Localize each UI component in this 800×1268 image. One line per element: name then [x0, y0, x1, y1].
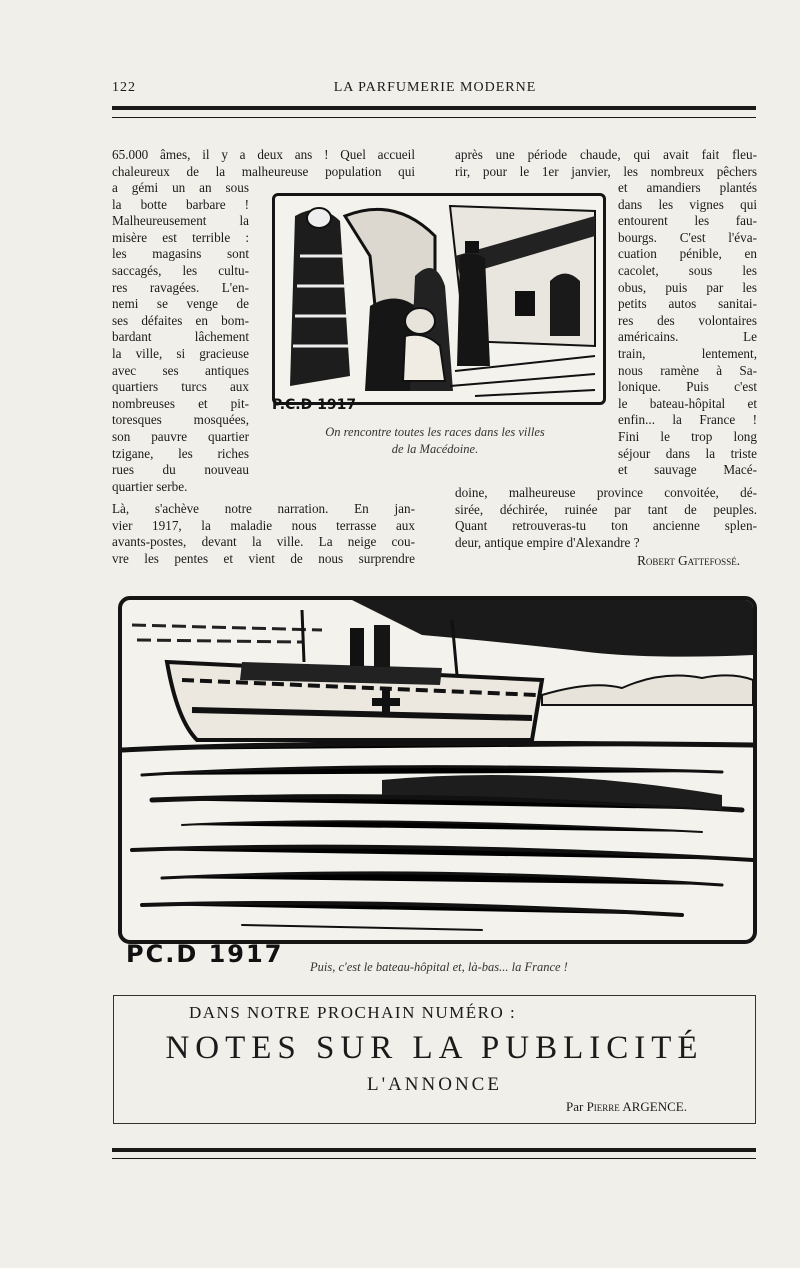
text-line: saccagés, les cultu- [112, 262, 249, 278]
figure1-signature: P.C.D 1917 [272, 397, 357, 413]
street-scene-drawing [275, 196, 603, 402]
figure2-caption: Puis, c'est le bateau-hôpital et, là-bas... la France ! [310, 960, 568, 974]
text-line: vre les pentes et vient de nous surprendre [112, 550, 415, 566]
text-line: après une période chaude, qui avait fait fleu- [455, 147, 757, 162]
left-column-narrow [112, 180, 249, 495]
text-line: enfin... la France ! [618, 412, 757, 428]
text-line: petits autos sanitai- [618, 296, 757, 312]
text-line: obus, puis par les [618, 279, 757, 295]
figure2-signature: PC.D 1917 [126, 940, 284, 968]
text-line: Malheureusement la [112, 213, 249, 229]
footer-rule-thick [112, 1148, 756, 1152]
right-column-top [455, 147, 757, 180]
text-line: rues du nouveau [112, 462, 249, 478]
text-line: et sauvage Macé- [618, 462, 757, 478]
text-line: vier 1917, la maladie nous terrasse aux [112, 517, 415, 533]
announcement-byline: Par Pierre ARGENCE. [565, 1099, 687, 1114]
hospital-ship-illustration [118, 596, 757, 944]
text-line: toresques mosquées, [112, 412, 249, 428]
text-line: rir, pour le 1er janvier, les nombreux pêchers [455, 163, 757, 179]
text-line: nombreuses et pit- [112, 395, 249, 411]
text-line: la botte barbare ! [112, 196, 249, 212]
text-line: nous ramène à Sa- [618, 362, 757, 378]
text-line: 65.000 âmes, il y a deux ans ! Quel accueil [112, 147, 415, 162]
text-line: doine, malheureuse province convoitée, dé- [455, 485, 757, 500]
text-line: a gémi un an sous [112, 180, 249, 195]
text-line: quartiers turcs aux [112, 379, 249, 395]
text-line: cuation pénible, en [618, 246, 757, 262]
text-line: res ravagées. L'en- [112, 279, 249, 295]
text-line: ses défaites en bom- [112, 312, 249, 328]
left-column-top [112, 147, 415, 180]
text-line: quartier serbe. [112, 478, 188, 494]
header-rule-thin [112, 117, 756, 118]
right-column-narrow [618, 180, 757, 479]
text-line: Là, s'achève notre narration. En jan- [112, 501, 415, 516]
announcement-headline: NOTES SUR LA PUBLICITÉ [165, 1030, 704, 1066]
text-line: chaleureux de la malheureuse population qui [112, 163, 415, 179]
footer-rule-thin [112, 1158, 756, 1159]
page-number: 122 [112, 80, 136, 95]
text-line: res des volontaires [618, 312, 757, 328]
text-line: tzigane, les riches [112, 445, 249, 461]
text-line: séjour dans la triste [618, 445, 757, 461]
text-line: deur, antique empire d'Alexandre ? [455, 534, 640, 550]
announcement-kicker: DANS NOTRE PROCHAIN NUMÉRO : [189, 1003, 517, 1022]
text-line: le bateau-hôpital et [618, 395, 757, 411]
right-column-bottom [455, 485, 757, 551]
text-line: et amandiers plantés [618, 180, 757, 195]
text-line: avec ses antiques [112, 362, 249, 378]
header-rule-thick [112, 106, 756, 110]
author-signature: Robert Gattefossé. [637, 553, 740, 568]
text-line: cacolet, sous les [618, 262, 757, 278]
announcement-subheadline: L'ANNONCE [367, 1074, 502, 1095]
text-line: lonique. Puis c'est [618, 379, 757, 395]
hospital-ship-drawing [122, 600, 753, 940]
text-line: entourent les fau- [618, 213, 757, 229]
text-line: Quant retrouveras-tu ton ancienne splen- [455, 518, 757, 534]
text-line: misère est terrible : [112, 229, 249, 245]
text-line: bardant lâchement [112, 329, 249, 345]
text-line: avants-postes, devant la ville. La neige cou- [112, 534, 415, 550]
journal-title: LA PARFUMERIE MODERNE [333, 80, 537, 95]
text-line: nemi se venge de [112, 296, 249, 312]
text-line: sirée, déchirée, ruinée par tant de peuples. [455, 501, 757, 517]
text-line: américains. Le [618, 329, 757, 345]
text-line: son pauvre quartier [112, 428, 249, 444]
announcement-box [113, 995, 756, 1124]
text-line: bourgs. C'est l'éva- [618, 229, 757, 245]
text-line: les magasins sont [112, 246, 249, 262]
left-column-bottom [112, 501, 415, 567]
street-scene-illustration [272, 193, 606, 405]
text-line: Fini le trop long [618, 428, 757, 444]
text-line: train, lentement, [618, 345, 757, 361]
text-line: la ville, si gracieuse [112, 345, 249, 361]
figure1-caption: On rencontre toutes les races dans les villes de la Macédoine. [325, 425, 545, 456]
text-line: dans les vignes qui [618, 196, 757, 212]
